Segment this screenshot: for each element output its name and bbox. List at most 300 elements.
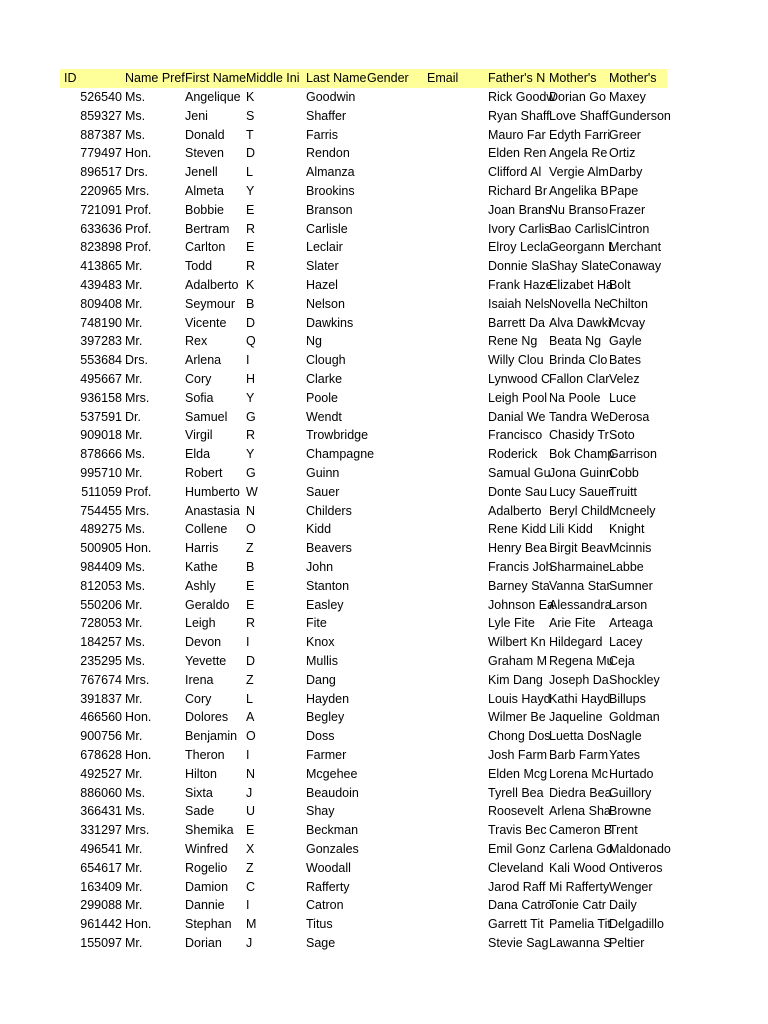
cell-father-name[interactable]: Ivory Carlis [488,221,551,236]
cell-mother-name[interactable]: Bao Carlisl [549,221,610,236]
cell-email[interactable] [427,577,486,596]
cell-gender[interactable] [367,238,426,257]
cell-email[interactable] [427,727,486,746]
cell-middle-initial[interactable]: E [246,823,255,838]
cell-name-prefix[interactable]: Ms. [125,578,146,593]
cell-name-prefix[interactable]: Dr. [125,409,141,424]
cell-first-name[interactable]: Elda [185,447,211,462]
cell-mother-maiden[interactable]: Mcneely [609,503,656,518]
cell-email[interactable] [427,238,486,257]
cell-mother-maiden[interactable]: Ceja [609,654,635,668]
cell-mother-name[interactable]: Dorian Go [549,90,606,104]
cell-gender[interactable] [367,727,426,746]
cell-name-prefix[interactable]: Prof. [125,484,152,499]
cell-middle-initial[interactable]: B [246,560,255,574]
cell-father-name[interactable]: Leigh Pool [488,390,548,405]
cell-middle-initial[interactable]: I [246,748,250,762]
cell-email[interactable] [427,539,486,558]
cell-first-name[interactable]: Sade [185,804,215,819]
cell-mother-maiden[interactable]: Wenger [609,879,653,894]
cell-email[interactable] [427,708,486,727]
cell-email[interactable] [427,144,486,163]
cell-father-name[interactable]: Danial We [488,409,546,424]
cell-mother-maiden[interactable]: Hurtado [609,766,654,781]
cell-mother-name[interactable]: Vanna Star [549,578,611,593]
cell-email[interactable] [427,464,486,483]
cell-gender[interactable] [367,220,426,239]
cell-mother-name[interactable]: Lucy Sauer [549,484,613,499]
cell-id[interactable]: 489275 [80,522,122,537]
cell-name-prefix[interactable]: Mr. [125,898,143,913]
cell-father-name[interactable]: Isaiah Nels [488,296,550,311]
cell-gender[interactable] [367,502,426,521]
cell-mother-name[interactable]: Georgann L [549,240,616,255]
cell-first-name[interactable]: Irena [185,672,214,687]
cell-id[interactable]: 812053 [80,578,122,593]
cell-middle-initial[interactable]: O [246,522,256,537]
cell-last-name[interactable]: Rendon [306,146,350,161]
cell-mother-maiden[interactable]: Larson [609,597,648,612]
header-gender[interactable]: Gender [367,71,409,85]
cell-first-name[interactable]: Devon [185,635,222,650]
cell-father-name[interactable]: Roosevelt [488,804,544,819]
cell-gender[interactable] [367,784,426,803]
cell-first-name[interactable]: Arlena [185,353,222,368]
cell-mother-maiden[interactable]: Garrison [609,447,657,462]
cell-id[interactable]: 299088 [80,898,122,913]
cell-email[interactable] [427,502,486,521]
cell-middle-initial[interactable]: G [246,409,256,424]
cell-last-name[interactable]: Rafferty [306,879,350,894]
cell-name-prefix[interactable]: Mr. [125,616,143,631]
cell-first-name[interactable]: Dannie [185,898,225,913]
cell-middle-initial[interactable]: O [246,729,256,744]
cell-mother-maiden[interactable]: Darby [609,165,643,180]
cell-gender[interactable] [367,690,426,709]
cell-last-name[interactable]: Goodwin [306,90,356,104]
cell-mother-maiden[interactable]: Trent [609,823,638,838]
cell-mother-maiden[interactable]: Velez [609,372,640,386]
cell-id[interactable]: 754455 [80,503,122,518]
cell-name-prefix[interactable]: Mr. [125,729,143,744]
cell-middle-initial[interactable]: I [246,353,250,368]
cell-father-name[interactable]: Jarod Raff [488,879,546,894]
cell-id[interactable]: 163409 [80,879,122,894]
cell-gender[interactable] [367,558,426,577]
cell-gender[interactable] [367,201,426,220]
cell-name-prefix[interactable]: Ms. [125,90,146,104]
cell-father-name[interactable]: Barney Sta [488,578,550,593]
cell-middle-initial[interactable]: E [246,202,255,217]
cell-father-name[interactable]: Willy Clou [488,353,544,368]
cell-first-name[interactable]: Kathe [185,560,218,574]
cell-id[interactable]: 654617 [80,860,122,875]
cell-gender[interactable] [367,295,426,314]
cell-last-name[interactable]: Slater [306,259,339,274]
cell-father-name[interactable]: Frank Haze [488,278,553,292]
cell-email[interactable] [427,389,486,408]
cell-email[interactable] [427,633,486,652]
cell-first-name[interactable]: Cory [185,691,212,706]
cell-gender[interactable] [367,671,426,690]
cell-last-name[interactable]: Carlisle [306,221,348,236]
cell-mother-maiden[interactable]: Gayle [609,334,642,349]
cell-father-name[interactable]: Barrett Da [488,315,545,330]
cell-email[interactable] [427,220,486,239]
cell-gender[interactable] [367,332,426,351]
cell-first-name[interactable]: Seymour [185,296,236,311]
cell-middle-initial[interactable]: Y [246,184,255,198]
cell-mother-name[interactable]: Cameron B [549,823,613,838]
cell-first-name[interactable]: Shemika [185,823,234,838]
cell-father-name[interactable]: Donnie Sla [488,259,550,274]
cell-last-name[interactable]: Begley [306,710,345,725]
cell-id[interactable]: 767674 [80,672,122,687]
cell-last-name[interactable]: Stanton [306,578,350,593]
cell-first-name[interactable]: Dolores [185,710,229,725]
cell-father-name[interactable]: Joan Brans [488,202,552,217]
cell-last-name[interactable]: Poole [306,390,338,405]
cell-father-name[interactable]: Adalberto [488,503,542,518]
cell-father-name[interactable]: Graham M [488,654,548,668]
cell-name-prefix[interactable]: Mrs. [125,184,150,198]
cell-gender[interactable] [367,633,426,652]
cell-middle-initial[interactable]: B [246,296,255,311]
cell-mother-maiden[interactable]: Daily [609,898,637,913]
cell-gender[interactable] [367,276,426,295]
cell-id[interactable]: 550206 [80,597,122,612]
cell-mother-name[interactable]: Nu Branso [549,202,609,217]
cell-email[interactable] [427,314,486,333]
cell-id[interactable]: 748190 [80,315,122,330]
cell-last-name[interactable]: Easley [306,597,344,612]
cell-gender[interactable] [367,88,426,107]
cell-first-name[interactable]: Samuel [185,409,228,424]
cell-first-name[interactable]: Ashly [185,578,216,593]
cell-first-name[interactable]: Damion [185,879,229,894]
cell-first-name[interactable]: Hilton [185,766,217,781]
cell-first-name[interactable]: Dorian [185,936,222,950]
cell-email[interactable] [427,276,486,295]
cell-gender[interactable] [367,577,426,596]
cell-last-name[interactable]: Champagne [306,447,375,462]
cell-gender[interactable] [367,389,426,408]
cell-email[interactable] [427,107,486,126]
cell-gender[interactable] [367,821,426,840]
cell-mother-maiden[interactable]: Cobb [609,466,639,480]
cell-first-name[interactable]: Anastasia [185,503,240,518]
cell-mother-maiden[interactable]: Goldman [609,710,660,725]
cell-mother-maiden[interactable]: Mcvay [609,315,646,330]
cell-id[interactable]: 466560 [80,710,122,725]
cell-name-prefix[interactable]: Mr. [125,278,143,292]
cell-gender[interactable] [367,426,426,445]
cell-first-name[interactable]: Collene [185,522,228,537]
cell-last-name[interactable]: Farmer [306,748,347,762]
cell-mother-name[interactable]: Bok Champ [549,447,615,462]
cell-father-name[interactable]: Josh Farm [488,748,548,762]
cell-father-name[interactable]: Elden Mcg [488,766,548,781]
cell-last-name[interactable]: Woodall [306,860,351,875]
cell-middle-initial[interactable]: G [246,466,256,480]
cell-mother-maiden[interactable]: Frazer [609,202,646,217]
cell-mother-name[interactable]: Beata Ng [549,334,602,349]
cell-email[interactable] [427,652,486,671]
cell-name-prefix[interactable]: Hon. [125,917,152,932]
cell-mother-maiden[interactable]: Delgadillo [609,917,664,932]
cell-gender[interactable] [367,915,426,934]
cell-mother-maiden[interactable]: Shockley [609,672,660,687]
cell-name-prefix[interactable]: Ms. [125,635,146,650]
cell-last-name[interactable]: Branson [306,202,353,217]
cell-gender[interactable] [367,765,426,784]
cell-last-name[interactable]: Shaffer [306,108,347,123]
cell-email[interactable] [427,915,486,934]
cell-mother-name[interactable]: Shay Slate [549,259,610,274]
cell-gender[interactable] [367,520,426,539]
cell-mother-maiden[interactable]: Soto [609,428,635,443]
cell-mother-maiden[interactable]: Bolt [609,278,631,292]
cell-name-prefix[interactable]: Mr. [125,879,143,894]
cell-father-name[interactable]: Elroy Lecla [488,240,550,255]
cell-name-prefix[interactable]: Hon. [125,748,152,762]
cell-mother-name[interactable]: Fallon Clar [549,372,610,386]
cell-id[interactable]: 961442 [80,917,122,932]
cell-mother-name[interactable]: Lawanna S [549,936,612,950]
cell-mother-maiden[interactable]: Maldonado [609,842,671,856]
cell-father-name[interactable]: Clifford Al [488,165,542,180]
cell-name-prefix[interactable]: Mr. [125,936,143,950]
cell-first-name[interactable]: Rogelio [185,860,228,875]
cell-gender[interactable] [367,163,426,182]
cell-mother-name[interactable]: Jaqueline [549,710,603,725]
cell-gender[interactable] [367,934,426,953]
cell-middle-initial[interactable]: E [246,597,255,612]
cell-middle-initial[interactable]: M [246,917,257,932]
cell-id[interactable]: 678628 [80,748,122,762]
cell-email[interactable] [427,520,486,539]
cell-email[interactable] [427,351,486,370]
cell-gender[interactable] [367,464,426,483]
cell-mother-maiden[interactable]: Mcinnis [609,541,652,556]
cell-middle-initial[interactable]: Z [246,860,254,875]
cell-mother-name[interactable]: Hildegard [549,635,603,650]
cell-mother-name[interactable]: Novella Ne [549,296,611,311]
cell-middle-initial[interactable]: Z [246,541,254,556]
cell-gender[interactable] [367,614,426,633]
cell-name-prefix[interactable]: Mr. [125,766,143,781]
cell-email[interactable] [427,201,486,220]
cell-father-name[interactable]: Stevie Sag [488,936,549,950]
cell-mother-maiden[interactable]: Nagle [609,729,642,744]
cell-last-name[interactable]: Wendt [306,409,342,424]
cell-last-name[interactable]: Dawkins [306,315,354,330]
cell-last-name[interactable]: Fite [306,616,327,631]
cell-father-name[interactable]: Francisco [488,428,543,443]
cell-mother-name[interactable]: Pamelia Tit [549,917,611,932]
cell-id[interactable]: 397283 [80,334,122,349]
cell-first-name[interactable]: Adalberto [185,278,239,292]
cell-last-name[interactable]: Knox [306,635,335,650]
cell-name-prefix[interactable]: Mr. [125,466,143,480]
cell-email[interactable] [427,370,486,389]
cell-email[interactable] [427,802,486,821]
cell-email[interactable] [427,445,486,464]
cell-email[interactable] [427,671,486,690]
cell-name-prefix[interactable]: Ms. [125,560,146,574]
cell-middle-initial[interactable]: I [246,898,250,913]
cell-father-name[interactable]: Chong Dos [488,729,551,744]
cell-mother-maiden[interactable]: Peltier [609,936,645,950]
cell-name-prefix[interactable]: Prof. [125,221,152,236]
cell-middle-initial[interactable]: C [246,879,256,894]
cell-mother-name[interactable]: Birgit Beav [549,541,610,556]
cell-gender[interactable] [367,896,426,915]
cell-email[interactable] [427,596,486,615]
cell-id[interactable]: 984409 [80,560,122,574]
cell-first-name[interactable]: Jeni [185,108,208,123]
cell-father-name[interactable]: Henry Bea [488,541,548,556]
cell-last-name[interactable]: Trowbridge [306,428,369,443]
cell-name-prefix[interactable]: Prof. [125,240,152,255]
cell-father-name[interactable]: Travis Bec [488,823,547,838]
cell-mother-maiden[interactable]: Arteaga [609,616,653,631]
cell-last-name[interactable]: Brookins [306,184,355,198]
cell-father-name[interactable]: Roderick [488,447,538,462]
cell-gender[interactable] [367,445,426,464]
cell-name-prefix[interactable]: Ms. [125,654,146,668]
cell-mother-maiden[interactable]: Labbe [609,560,644,574]
header-id[interactable]: ID [64,71,77,85]
cell-last-name[interactable]: Clough [306,353,346,368]
cell-name-prefix[interactable]: Mr. [125,372,143,386]
cell-gender[interactable] [367,182,426,201]
cell-mother-maiden[interactable]: Merchant [609,240,662,255]
cell-email[interactable] [427,896,486,915]
cell-last-name[interactable]: Catron [306,898,344,913]
cell-name-prefix[interactable]: Ms. [125,447,146,462]
cell-email[interactable] [427,426,486,445]
cell-email[interactable] [427,332,486,351]
cell-first-name[interactable]: Stephan [185,917,232,932]
cell-first-name[interactable]: Yevette [185,654,227,668]
cell-email[interactable] [427,88,486,107]
header-name-prefix[interactable]: Name Pref [125,71,185,85]
cell-mother-maiden[interactable]: Sumner [609,578,653,593]
cell-last-name[interactable]: Leclair [306,240,343,255]
cell-father-name[interactable]: Louis Hayd [488,691,551,706]
header-father-name[interactable]: Father's N [488,71,546,85]
cell-id[interactable]: 331297 [80,823,122,838]
cell-gender[interactable] [367,539,426,558]
cell-id[interactable]: 995710 [80,466,122,480]
cell-first-name[interactable]: Almeta [185,184,224,198]
cell-middle-initial[interactable]: H [246,372,256,386]
cell-father-name[interactable]: Rene Ng [488,334,538,349]
cell-id[interactable]: 896517 [80,165,122,180]
cell-mother-name[interactable]: Regena Mu [549,654,614,668]
cell-gender[interactable] [367,708,426,727]
cell-mother-name[interactable]: Mi Rafferty [549,879,610,894]
header-first-name[interactable]: First Name [185,71,247,85]
cell-middle-initial[interactable]: R [246,221,256,236]
cell-first-name[interactable]: Sofia [185,390,214,405]
cell-mother-maiden[interactable]: Chilton [609,296,648,311]
cell-mother-maiden[interactable]: Lacey [609,635,643,650]
cell-middle-initial[interactable]: L [246,165,253,180]
cell-middle-initial[interactable]: N [246,503,256,518]
header-last-name[interactable]: Last Name [306,71,367,85]
header-middle-initial[interactable]: Middle Ini [246,71,300,85]
cell-name-prefix[interactable]: Mrs. [125,823,150,838]
cell-mother-name[interactable]: Sharmaine [549,560,610,574]
cell-last-name[interactable]: Mcgehee [306,766,358,781]
cell-middle-initial[interactable]: D [246,315,256,330]
cell-mother-maiden[interactable]: Derosa [609,409,650,424]
cell-name-prefix[interactable]: Mrs. [125,390,150,405]
cell-middle-initial[interactable]: R [246,616,256,631]
cell-mother-maiden[interactable]: Guillory [609,785,652,800]
cell-father-name[interactable]: Rick Goodw [488,90,556,104]
cell-mother-maiden[interactable]: Knight [609,522,645,537]
cell-email[interactable] [427,878,486,897]
cell-middle-initial[interactable]: I [246,635,250,650]
cell-last-name[interactable]: Sauer [306,484,340,499]
cell-name-prefix[interactable]: Ms. [125,522,146,537]
cell-last-name[interactable]: Dang [306,672,336,687]
cell-name-prefix[interactable]: Mr. [125,296,143,311]
cell-email[interactable] [427,558,486,577]
cell-id[interactable]: 220965 [80,184,122,198]
cell-mother-name[interactable]: Carlena Go [549,842,613,856]
cell-mother-maiden[interactable]: Luce [609,390,637,405]
cell-last-name[interactable]: Hazel [306,278,338,292]
cell-mother-name[interactable]: Brinda Clo [549,353,608,368]
cell-mother-maiden[interactable]: Ortiz [609,146,636,161]
cell-mother-name[interactable]: Lili Kidd [549,522,593,537]
cell-mother-maiden[interactable]: Greer [609,127,641,142]
cell-last-name[interactable]: John [306,560,334,574]
cell-gender[interactable] [367,802,426,821]
cell-mother-maiden[interactable]: Cintron [609,221,650,236]
cell-middle-initial[interactable]: T [246,127,254,142]
cell-email[interactable] [427,614,486,633]
cell-mother-name[interactable]: Alva Dawki [549,315,611,330]
cell-name-prefix[interactable]: Hon. [125,146,152,161]
cell-email[interactable] [427,408,486,427]
cell-mother-name[interactable]: Love Shaff [549,108,609,123]
cell-mother-name[interactable]: Alessandra [549,597,612,612]
cell-gender[interactable] [367,652,426,671]
cell-middle-initial[interactable]: K [246,90,255,104]
cell-mother-maiden[interactable]: Billups [609,691,646,706]
cell-first-name[interactable]: Todd [185,259,213,274]
cell-mother-maiden[interactable]: Maxey [609,90,646,104]
cell-first-name[interactable]: Sixta [185,785,213,800]
cell-first-name[interactable]: Harris [185,541,219,556]
cell-name-prefix[interactable]: Drs. [125,165,148,180]
cell-mother-maiden[interactable]: Pape [609,184,639,198]
cell-id[interactable]: 878666 [80,447,122,462]
cell-id[interactable]: 809408 [80,296,122,311]
cell-last-name[interactable]: Kidd [306,522,332,537]
cell-mother-name[interactable]: Angela Re [549,146,608,161]
cell-name-prefix[interactable]: Ms. [125,785,146,800]
cell-mother-name[interactable]: Lorena Mc [549,766,609,781]
cell-father-name[interactable]: Rene Kidd [488,522,547,537]
cell-name-prefix[interactable]: Mr. [125,691,143,706]
cell-id[interactable]: 909018 [80,428,122,443]
